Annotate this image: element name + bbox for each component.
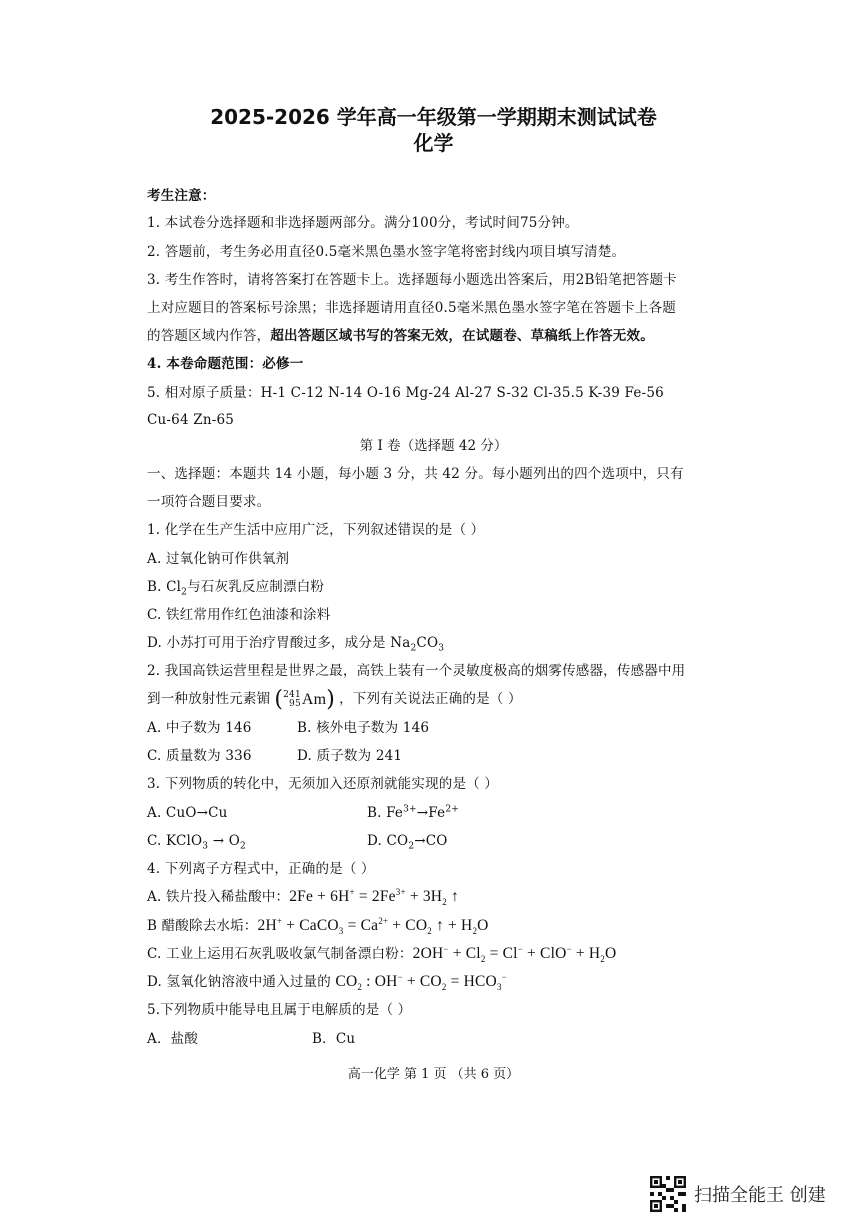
page-footer: 高一化学 第 1 页 （共 6 页） (347, 1067, 520, 1082)
mass-number: 241 (283, 689, 301, 700)
q5-options-row-1 (147, 1030, 355, 1048)
nuclide-notation: ( 241 95 Am ) (274, 686, 336, 712)
q3-option-d: D. $CO_2\to CO$ (367, 833, 448, 852)
q4-option-c: C. 工业上运用石灰乳吸收氯气制备漂白粉：$2OH^- + Cl_2 = Cl^- + ClO^- + H_2O$ (147, 943, 617, 965)
notice-item-3-line-2: 上对应题目的答案标号涂黑；非选择题请用直径0.5毫米黑色墨水签字笔在答题卡上各题 (147, 300, 676, 316)
notice-item-5-line-2: Cu-64 Zn-65 (147, 412, 235, 428)
q2-options-row-2 (147, 747, 402, 765)
qr-code-icon (650, 1176, 686, 1212)
q4-option-a: A. 铁片投入稀盐酸中：$2Fe + 6H^+ = 2Fe^{3+} + 3H_2$ ↑ (147, 886, 459, 908)
q4-option-d: D. 氢氧化钠溶液中通入过量的 $CO_2$ : $OH^- + CO_2 = HCO_3^-$ (147, 971, 507, 993)
q2-stem-line-2: 到一种放射性元素镅 ( 241 95 Am ) ，下列有关说法正确的是（ ） (147, 686, 522, 712)
exam-title: 2025-2026 学年高一年级第一学期期末测试试卷 (210, 105, 657, 129)
section-intro-line-2: 一项符合题目要求。 (147, 494, 271, 510)
q5-option-b: B．Cu (312, 1031, 356, 1047)
notice-item-3-line-3 (147, 327, 654, 345)
element-symbol: Am (301, 690, 327, 708)
notice-item-3-text: 的答题区域内作答， (147, 328, 271, 344)
q4-stem: 4. 下列离子方程式中，正确的是（ ） (147, 861, 375, 877)
q3-option-c: C. KClO$_3$ → $O_2$ (147, 833, 246, 852)
q1-option-c: C. 铁红常用作红色油漆和涂料 (147, 607, 331, 623)
q5-option-a: A．盐酸 (147, 1031, 199, 1047)
notice-item-3-warning: 超出答题区域书写的答案无效，在试题卷、草稿纸上作答无效。 (270, 328, 654, 344)
notice-item-2: 2. 答题前，考生务必用直径0.5毫米黑色墨水签字笔将密封线内项目填写清楚。 (147, 244, 626, 260)
exam-subject: 化学 (413, 131, 454, 155)
notice-item-5-line-1: 5. 相对原子质量：H-1 C-12 N-14 O-16 Mg-24 Al-27 S-32 Cl-35.5 K-39 Fe-56 (147, 385, 664, 401)
q4-equation-d: $CO_2$ : $OH^- + CO_2 = HCO_3^-$ (335, 971, 507, 993)
q2-options-row-1 (147, 719, 429, 737)
q2-option-d: D. 质子数为 241 (297, 748, 403, 764)
q2-stem-line-1: 2. 我国高铁运营里程是世界之最，高铁上装有一个灵敏度极高的烟雾传感器，传感器中用 (147, 663, 686, 679)
notice-item-4: 4. 本卷命题范围：必修一 (147, 356, 304, 372)
q2-option-c: C. 质量数为 336 (147, 748, 252, 764)
q1-option-a: A. 过氧化钠可作供氧剂 (147, 551, 290, 567)
q3-stem: 3. 下列物质的转化中，无须加入还原剂就能实现的是（ ） (147, 776, 499, 792)
section-heading: 第 I 卷（选择题 42 分） (359, 438, 508, 454)
q2-option-a: A. 中子数为 146 (147, 720, 252, 736)
scanner-watermark (650, 1172, 826, 1216)
scanner-label: 扫描全能王 创建 (694, 1185, 826, 1206)
q4-equation-c: $2OH^- + Cl_2 = Cl^- + ClO^- + H_2O$ (412, 943, 617, 965)
q4-equation-a: $2Fe + 6H^+ = 2Fe^{3+} + 3H_2$ ↑ (289, 886, 459, 908)
q1-option-b: B. $Cl_2$与石灰乳反应制漂白粉 (147, 579, 325, 598)
notice-item-1: 1. 本试卷分选择题和非选择题两部分。满分100分，考试时间75分钟。 (147, 215, 579, 231)
atomic-number: 95 (289, 698, 301, 709)
q3-options-row-2 (147, 832, 448, 850)
q5-stem: 5.下列物质中能导电且属于电解质的是（ ） (147, 1002, 412, 1018)
q4-option-b: B 醋酸除去水垢：2H+ + CaCO$_3$ = $Ca^{2+} + CO_2$ ↑ + $H_2O$ (147, 915, 489, 937)
q1-option-d: D. 小苏打可用于治疗胃酸过多，成分是 $Na_2CO_3$ (147, 635, 445, 654)
notice-item-3-line-1: 3. 考生作答时，请将答案打在答题卡上。选择题每小题选出答案后，用2B铅笔把答题卡 (147, 272, 677, 288)
q2-option-b: B. 核外电子数为 146 (297, 720, 430, 736)
q4-equation-b: 2H+ + CaCO$_3$ = $Ca^{2+} + CO_2$ ↑ + $H_2O$ (257, 915, 489, 937)
q3-option-a: A. CuO→Cu (147, 805, 228, 821)
q1-stem: 1. 化学在生产生活中应用广泛，下列叙述错误的是（ ） (147, 522, 485, 538)
notice-heading: 考生注意： (147, 188, 216, 204)
section-intro-line-1: 一、选择题：本题共 14 小题，每小题 3 分，共 42 分。每小题列出的四个选项中，只有 (147, 466, 684, 482)
q3-options-row-1 (147, 804, 459, 822)
q3-option-b: B. $Fe^{3+}\to Fe^{2+}$ (367, 804, 459, 821)
